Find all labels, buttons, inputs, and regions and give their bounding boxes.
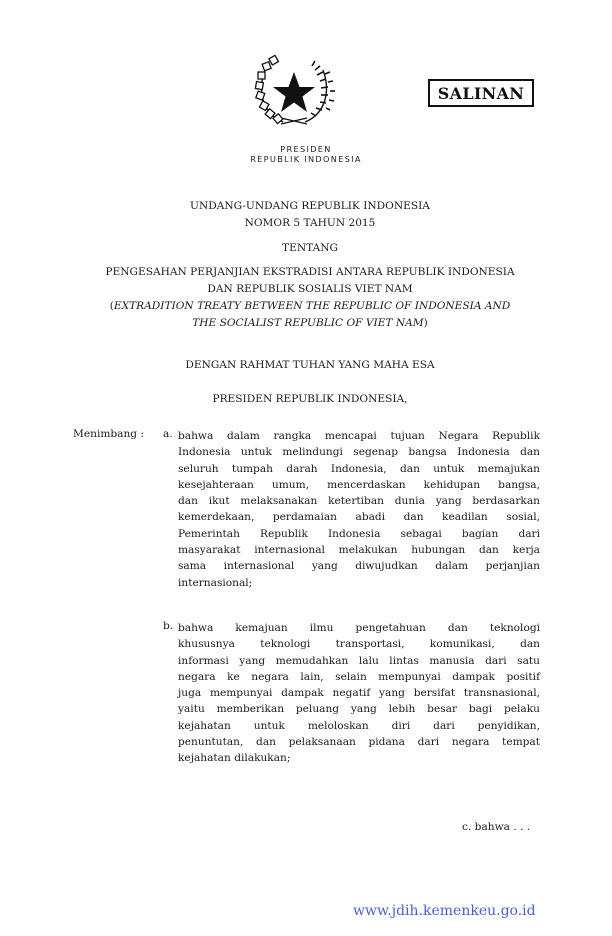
subject-en-text-2: THE SOCIALIST REPUBLIC OF VIET NAM xyxy=(192,317,424,329)
line: kemerdekaan, perdamaian abadi dan keadilan sosial, xyxy=(178,511,540,524)
line: informasi yang memudahkan lalu lintas manusia dari satu xyxy=(178,654,540,667)
line: Pemerintah Republik Indonesia sebagai bagian dari xyxy=(178,527,540,540)
subject-en-line-1 xyxy=(60,298,560,315)
issuer-line-1: PRESIDEN xyxy=(280,144,332,154)
consideration-a xyxy=(178,428,540,591)
line: internasional; xyxy=(178,576,253,589)
line: sama internasional yang diwujudkan dalam perjanjian xyxy=(178,560,540,573)
next-page-hint: c. bahwa . . . xyxy=(462,821,531,833)
garuda-star-emblem-icon xyxy=(253,52,335,128)
salinan-label: SALINAN xyxy=(437,83,525,103)
line: yaitu memberikan peluang yang lebih besar bagi pelaku xyxy=(178,703,540,716)
line: kejahatan dilakukan; xyxy=(178,752,291,765)
about-label: TENTANG xyxy=(282,242,338,254)
subject-en-text-1: EXTRADITION TREATY BETWEEN THE REPUBLIC OF INDONESIA AND xyxy=(113,300,511,312)
source-url-link[interactable]: www.jdih.kemenkeu.go.id xyxy=(353,903,536,919)
item-letter-b: b. xyxy=(163,620,174,632)
menimbang-label: Menimbang xyxy=(73,428,138,440)
subject-en-line-2 xyxy=(60,315,560,332)
close-paren: ) xyxy=(423,317,428,329)
line: juga mempunyai dampak negatif yang bersifat transnasional, xyxy=(178,687,540,700)
subject-line-2: DAN REPUBLIK SOSIALIS VIET NAM xyxy=(207,283,413,295)
law-number: NOMOR 5 TAHUN 2015 xyxy=(244,217,376,229)
considerations-label xyxy=(73,428,144,440)
line: Indonesia untuk melindungi segenap bangsa Indonesia dan xyxy=(178,446,540,459)
line: dan ikut melaksanakan ketertiban dunia yang berdasarkan xyxy=(178,495,540,508)
item-letter-a: a. xyxy=(163,428,173,440)
line: khususnya teknologi transportasi, komunikasi, dan xyxy=(178,638,540,651)
line: negara ke negara lain, selain mempunyai dampak positif xyxy=(178,670,540,683)
open-paren: ( xyxy=(109,300,114,312)
issuer-line-2: REPUBLIK INDONESIA xyxy=(250,154,362,164)
subject-line-1: PENGESAHAN PERJANJIAN EKSTRADISI ANTARA REPUBLIK INDONESIA xyxy=(105,266,515,278)
law-type: UNDANG-UNDANG REPUBLIK INDONESIA xyxy=(190,200,430,212)
consideration-b xyxy=(178,620,540,767)
authority: PRESIDEN REPUBLIK INDONESIA, xyxy=(212,393,408,405)
line: kesejahteraan umum, mencerdaskan kehidupan bangsa, xyxy=(178,478,540,491)
separator: : xyxy=(140,428,145,440)
line: masyarakat internasional melakukan hubungan dan kerja xyxy=(178,544,540,557)
line: kejahatan untuk meloloskan diri dari penyidikan, xyxy=(178,719,540,732)
salinan-stamp xyxy=(428,79,534,107)
line: seluruh tumpah darah Indonesia, dan untuk memajukan xyxy=(178,462,540,475)
line: penuntutan, dan pelaksanaan pidana dari negara tempat xyxy=(178,736,540,749)
line: bahwa kemajuan ilmu pengetahuan dan teknologi xyxy=(178,622,540,634)
line: bahwa dalam rangka mencapai tujuan Negara Republik xyxy=(178,430,540,442)
blessing: DENGAN RAHMAT TUHAN YANG MAHA ESA xyxy=(185,359,435,371)
